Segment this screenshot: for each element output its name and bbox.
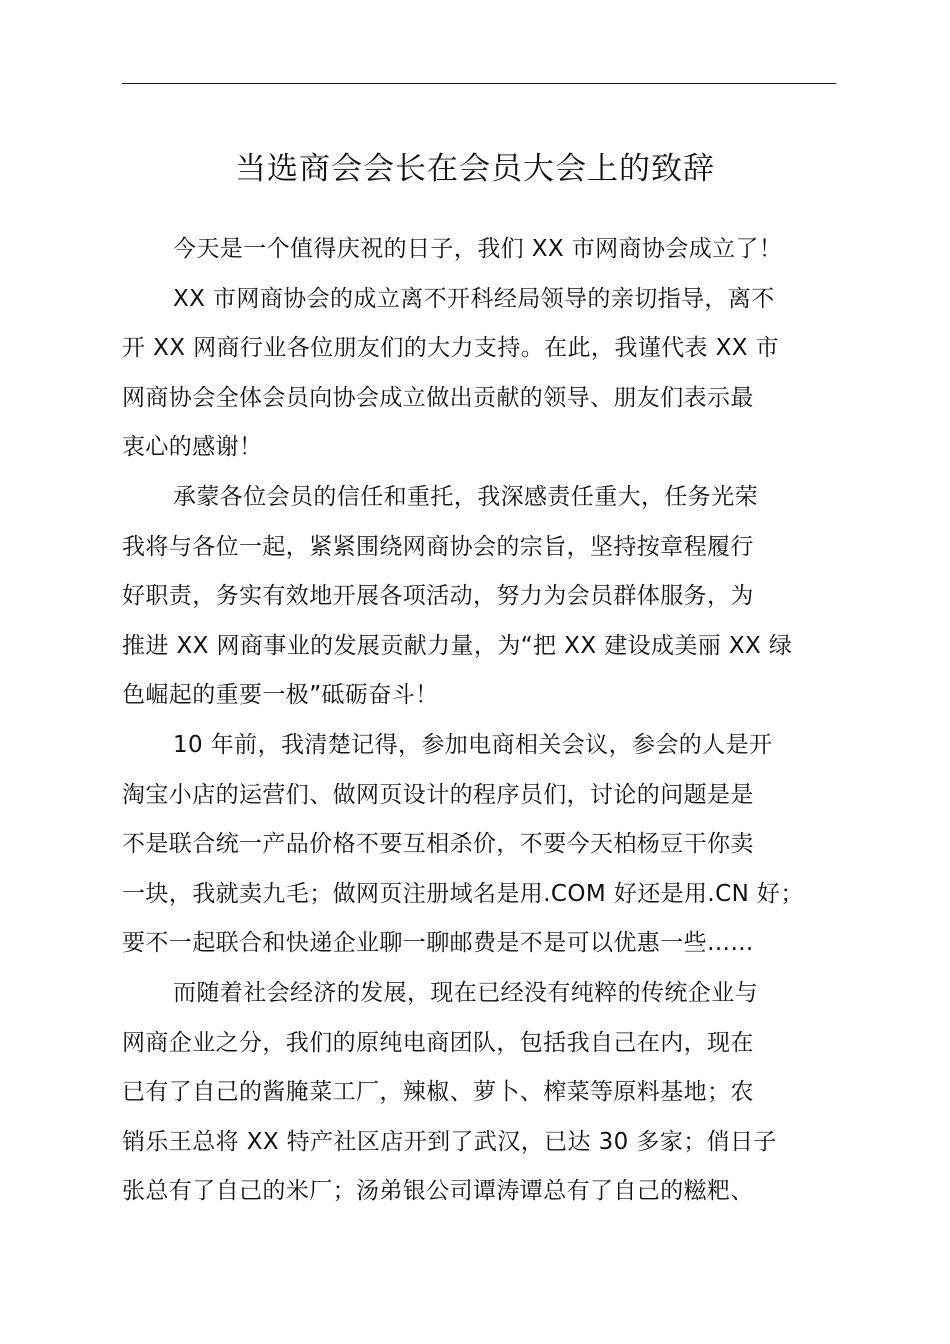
text-line: 我将与各位一起，紧紧围绕网商协会的宗旨，坚持按章程履行 [122, 533, 754, 560]
text-line: 不是联合统一产品价格不要互相杀价，不要今天柏杨豆干你卖 [122, 831, 754, 858]
text-line: 网商协会全体会员向协会成立做出贡献的领导、朋友们表示最 [122, 384, 754, 411]
header-rule [122, 83, 836, 84]
text-line: 推进 XX 网商事业的发展贡献力量，为“把 XX 建设成美丽 XX 绿 [122, 632, 793, 659]
text-line: 承蒙各位会员的信任和重托，我深感责任重大，任务光荣 [173, 483, 758, 510]
text-line: 淘宝小店的运营们、做网页设计的程序员们，讨论的问题是是 [122, 781, 754, 808]
document-title: 当选商会会长在会员大会上的致辞 [235, 151, 715, 187]
document-body [122, 225, 862, 1217]
text-line: 开 XX 网商行业各位朋友们的大力支持。在此，我谨代表 XX 市 [122, 335, 780, 362]
text-line: 10 年前，我清楚记得，参加电商相关会议，参会的人是开 [173, 731, 773, 758]
text-line: 张总有了自己的米厂；汤弟银公司谭涛谭总有了自己的糍粑、 [122, 1178, 754, 1205]
text-line: 网商企业之分，我们的原纯电商团队，包括我自己在内，现在 [122, 1029, 754, 1056]
text-line: 而随着社会经济的发展，现在已经没有纯粹的传统企业与 [173, 979, 758, 1006]
text-line: 今天是一个值得庆祝的日子，我们 XX 市网商协会成立了！ [173, 236, 783, 262]
text-line: 色崛起的重要一极”砥砺奋斗！ [122, 682, 439, 709]
text-line: 好职责，务实有效地开展各项活动，努力为会员群体服务，为 [122, 583, 754, 610]
text-line: XX 市网商协会的成立离不开科经局领导的亲切指导，离不 [173, 285, 775, 312]
text-line: 一块，我就卖九毛；做网页注册域名是用.COM 好还是用.CN 好； [122, 880, 804, 907]
text-line: 衷心的感谢！ [122, 434, 263, 461]
text-line: 要不一起联合和快递企业聊一聊邮费是不是可以优惠一些…… [122, 930, 754, 957]
text-line: 销乐王总将 XX 特产社区店开到了武汉，已达 30 多家；俏日子 [122, 1128, 777, 1155]
text-line: 已有了自己的酱腌菜工厂，辣椒、萝卜、榨菜等原料基地；农 [122, 1079, 754, 1106]
